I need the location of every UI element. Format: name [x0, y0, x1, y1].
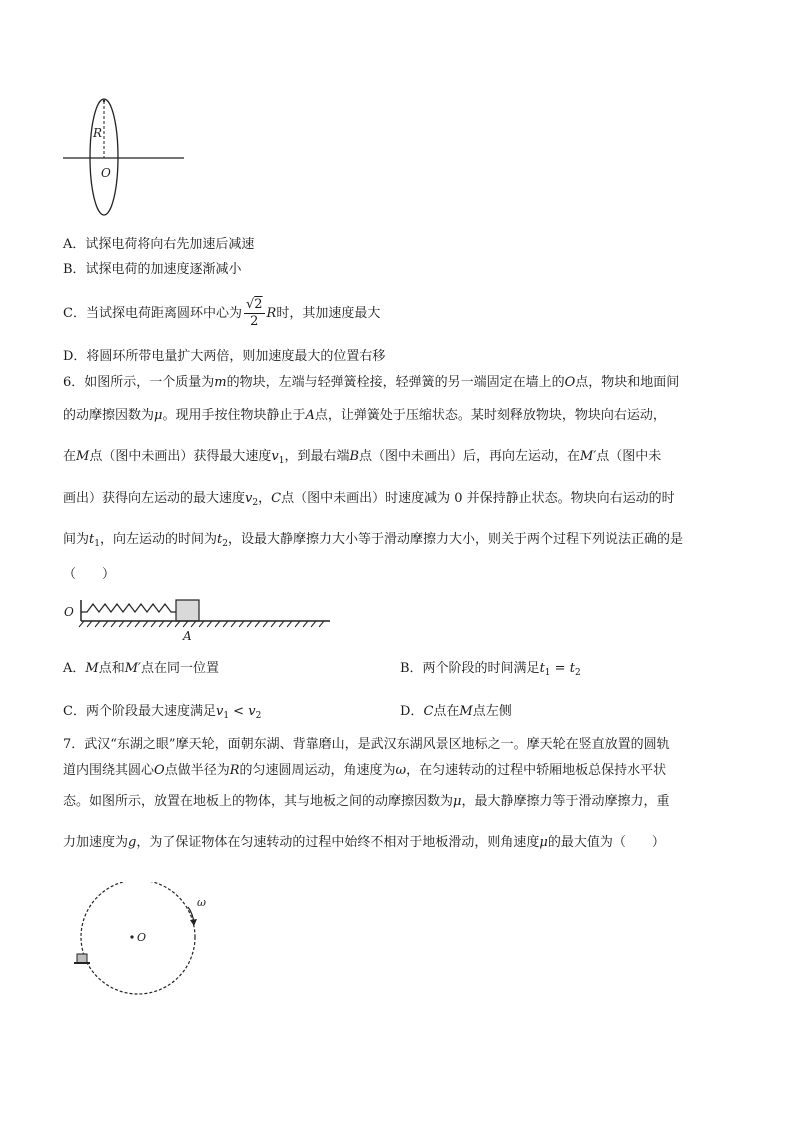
q6-option-d: D．C点在M点左侧: [400, 704, 512, 719]
hatch-mark: [151, 621, 156, 627]
hatch-mark: [135, 621, 140, 627]
hatch-mark: [295, 621, 300, 627]
hatch-mark: [231, 621, 236, 627]
hatch-mark: [103, 621, 108, 627]
q7-line-3: 态。如图所示，放置在地板上的物体，其与地板之间的动摩擦因数为μ，最大静摩擦力等于滑动摩擦力，重: [63, 794, 670, 809]
hatch-mark: [303, 621, 308, 627]
hatch-mark: [287, 621, 292, 627]
q7-line-2: 道内围绕其圆心O点做半径为R的匀速圆周运动，角速度为ω，在匀速转动的过程中轿厢地板总保持水平状: [63, 763, 667, 778]
q6-line-1: 6．如图所示，一个质量为m的物块，左端与轻弹簧栓接，轻弹簧的另一端固定在墙上的O点，物块和地面间: [63, 375, 680, 390]
q6-option-c: C．两个阶段最大速度满足$v_1 < v_2$: [63, 704, 262, 721]
q7-line-1: 7．武汉“东湖之眼”摩天轮，面朝东湖、背靠磨山，是武汉东湖风景区地标之一。摩天轮在竖直放置的圆轨: [63, 737, 670, 752]
q6-line-4: 画出）获得向左运动的最大速度$v_2$，C点（图中未画出）时速度减为 0 并保持静止状态。物块向右运动的时: [63, 491, 675, 508]
hatch-mark: [279, 621, 284, 627]
hatch-mark: [239, 621, 244, 627]
label-A: A: [183, 629, 192, 643]
q6-option-b: B．两个阶段的时间满足$t_1 = t_2$: [400, 661, 581, 678]
hatch-mark: [271, 621, 276, 627]
q5-option-b: B．试探电荷的加速度逐渐减小: [63, 262, 242, 277]
ferris-wheel-figure: [66, 882, 226, 1002]
q6-option-a: A．M点和M′点在同一位置: [63, 661, 219, 676]
label-R: R: [93, 126, 103, 140]
hatch-mark: [207, 621, 212, 627]
hatch-mark: [263, 621, 268, 627]
hatch-mark: [191, 621, 196, 627]
hatch-mark: [255, 621, 260, 627]
ground-hatching: [79, 621, 324, 627]
hatch-mark: [87, 621, 92, 627]
q5-option-d: D．将圆环所带电量扩大两倍，则加速度最大的位置右移: [63, 349, 386, 364]
hatch-mark: [79, 621, 84, 627]
hatch-mark: [175, 621, 180, 627]
arrow-tip: [103, 100, 105, 102]
hatch-mark: [143, 621, 148, 627]
q6-line-2: 的动摩擦因数为μ。现用手按住物块静止于A点，让弹簧处于压缩状态。某时刻释放物块，物块向右运动，: [63, 408, 666, 423]
hatch-mark: [119, 621, 124, 627]
spring: [81, 604, 176, 612]
block: [176, 600, 199, 621]
hatch-mark: [319, 621, 324, 627]
hatch-mark: [199, 621, 204, 627]
hatch-mark: [127, 621, 132, 627]
q6-line-3: 在M点（图中未画出）获得最大速度$v_1$，到最右端B点（图中未画出）后，再向左运动，在M′点（图中未: [63, 449, 662, 466]
q6-line-5: 间为$t_1$，向左运动的时间为$t_2$，设最大静摩擦力大小等于滑动摩擦力大小，则关于两个过程下列说法正确的是: [63, 532, 683, 549]
label-center-O: O: [137, 931, 147, 944]
hatch-mark: [311, 621, 316, 627]
hatch-mark: [247, 621, 252, 627]
object-on-floor: [77, 954, 87, 963]
spring-block-figure: [62, 590, 337, 645]
ring-figure: [60, 95, 190, 220]
hatch-mark: [223, 621, 228, 627]
q7-line-4: 力加速度为g，为了保证物体在匀速转动的过程中始终不相对于地板滑动，则角速度μ的最大值为（ ）: [63, 835, 665, 850]
fraction-sqrt2-over-2: $\frac{√2}{2}$: [245, 297, 263, 329]
q5-option-a: A．试探电荷将向右先加速后减速: [63, 237, 255, 252]
hatch-mark: [95, 621, 100, 627]
hatch-mark: [167, 621, 172, 627]
hatch-mark: [111, 621, 116, 627]
label-wall-O: O: [64, 605, 74, 619]
q6-answer-blank: （ ）: [63, 567, 116, 582]
q5-option-c: C．当试探电荷距离圆环中心为 $\frac{√2}{2}$ R时，其加速度最大: [63, 297, 381, 329]
label-O: O: [101, 166, 111, 180]
hatch-mark: [215, 621, 220, 627]
label-omega: ω: [197, 896, 206, 909]
hatch-mark: [159, 621, 164, 627]
center-point: [130, 935, 133, 938]
hatch-mark: [183, 621, 188, 627]
